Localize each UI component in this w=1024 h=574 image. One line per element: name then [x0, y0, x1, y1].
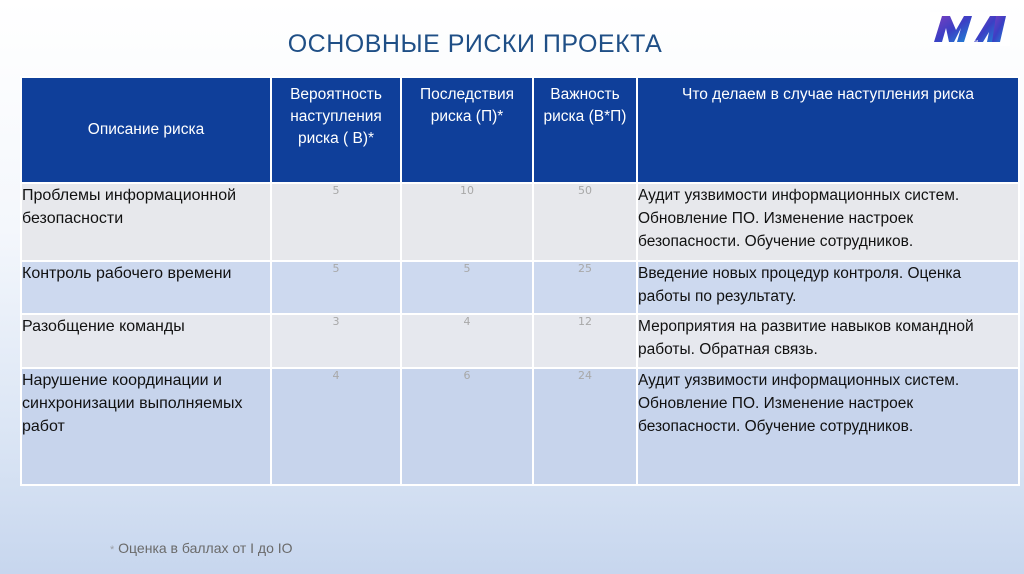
- header-description: Описание риска: [21, 77, 271, 183]
- page-title: ОСНОВНЫЕ РИСКИ ПРОЕКТА: [287, 30, 663, 58]
- risk-consequence: 4: [401, 314, 533, 368]
- risk-probability: 5: [271, 183, 401, 261]
- header-consequence: Последствия риска (П)*: [401, 77, 533, 183]
- risk-table: [20, 76, 1020, 486]
- header-action: Что делаем в случае наступления риска: [637, 77, 1019, 183]
- header-importance: Важность риска (В*П): [533, 77, 637, 183]
- risk-probability: 3: [271, 314, 401, 368]
- risk-action: Аудит уязвимости информационных систем. Обновление ПО. Изменение настроек безопасности. Обучение сотрудников.: [637, 368, 1019, 485]
- table-header-row: [21, 77, 1019, 183]
- table-row: [21, 261, 1019, 314]
- table-row: [21, 368, 1019, 485]
- risk-probability: 4: [271, 368, 401, 485]
- footnote-star: *: [110, 544, 115, 556]
- risk-consequence: 6: [401, 368, 533, 485]
- footnote: [110, 540, 293, 556]
- risk-action: Аудит уязвимости информационных систем. Обновление ПО. Изменение настроек безопасности. Обучение сотрудников.: [637, 183, 1019, 261]
- header-probability: Вероятность наступления риска ( В)*: [271, 77, 401, 183]
- table-row: [21, 183, 1019, 261]
- risk-description: Нарушение координации и синхронизации выполняемых работ: [21, 368, 271, 485]
- risk-description: Разобщение команды: [21, 314, 271, 368]
- risk-importance: 50: [533, 183, 637, 261]
- risk-description: Проблемы информационной безопасности: [21, 183, 271, 261]
- table-row: [21, 314, 1019, 368]
- risk-importance: 24: [533, 368, 637, 485]
- risk-probability: 5: [271, 261, 401, 314]
- risk-description: Контроль рабочего времени: [21, 261, 271, 314]
- logo: [930, 12, 1010, 46]
- risk-consequence: 10: [401, 183, 533, 261]
- risk-consequence: 5: [401, 261, 533, 314]
- risk-importance: 25: [533, 261, 637, 314]
- footnote-text: Оценка в баллах от I до IO: [118, 540, 293, 556]
- logo-text: МИ: [970, 40, 979, 46]
- risk-importance: 12: [533, 314, 637, 368]
- risk-action: Мероприятия на развитие навыков командной работы. Обратная связь.: [637, 314, 1019, 368]
- risk-action: Введение новых процедур контроля. Оценка работы по результату.: [637, 261, 1019, 314]
